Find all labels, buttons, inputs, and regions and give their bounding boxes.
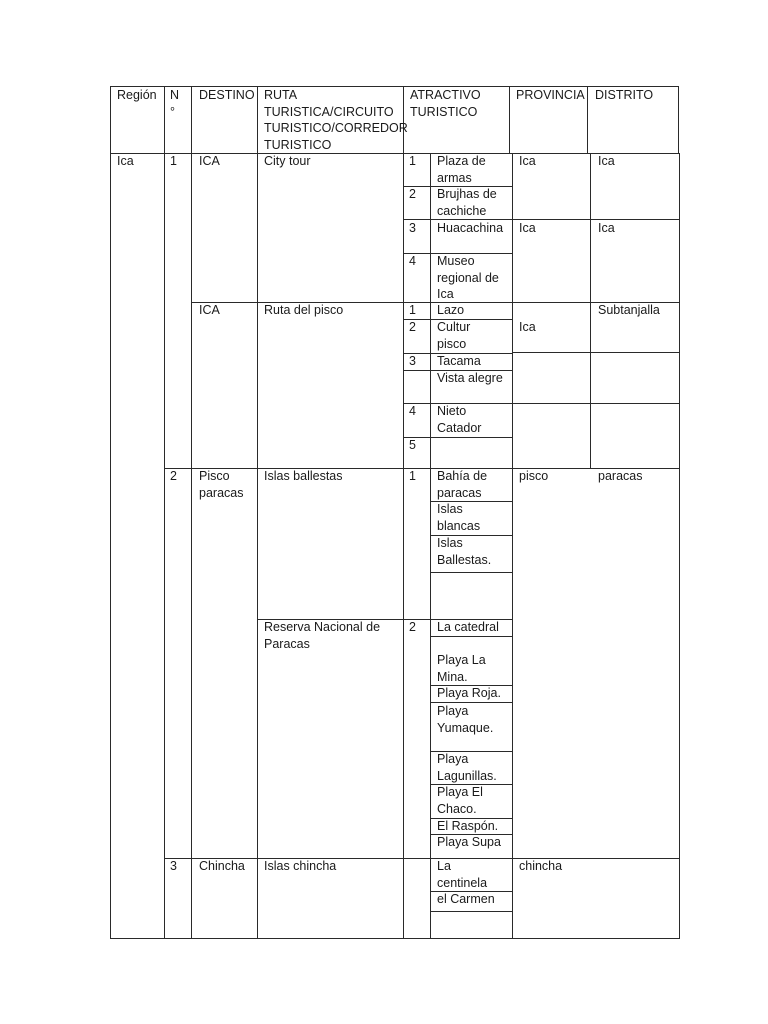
row-number-2: 2 [170, 469, 177, 483]
table-rule-horizontal [403, 437, 513, 438]
attraction-number: 5 [409, 438, 416, 452]
attraction-number: 2 [409, 620, 416, 634]
header-ruta: RUTA TURISTICA/CIRCUITO TURISTICO/CORREDOR TURISTICO [264, 88, 408, 152]
ruta-cell: Ruta del pisco [264, 303, 344, 317]
ruta-cell: Islas ballestas [264, 469, 343, 483]
table-rule-vertical [191, 86, 192, 939]
ruta-cell: City tour [264, 154, 311, 168]
table-rule-vertical [679, 153, 680, 939]
attraction-name: Playa La Mina. [437, 653, 486, 684]
region-cell: Ica [117, 154, 134, 168]
header-distrito: DISTRITO [595, 88, 654, 102]
attraction-number: 4 [409, 404, 416, 418]
attraction-name: Vista alegre [437, 371, 503, 385]
table-rule-horizontal [430, 911, 513, 912]
attraction-name: Playa Roja. [437, 686, 501, 700]
attraction-name: Playa Yumaque. [437, 704, 494, 735]
header-provincia: PROVINCIA [516, 88, 585, 102]
attraction-name: Playa Lagunillas. [437, 752, 497, 783]
table-rule-horizontal [430, 636, 513, 637]
table-rule-horizontal [512, 352, 680, 353]
ruta-cell: Reserva Nacional de Paracas [264, 620, 381, 651]
header-atractivo: ATRACTIVO TURISTICO [410, 88, 481, 119]
table-rule-horizontal [512, 403, 680, 404]
destino-cell: Chincha [199, 859, 245, 873]
table-rule-vertical [430, 153, 431, 939]
attraction-name: Playa Supa [437, 835, 501, 849]
attraction-name: el Carmen [437, 892, 495, 906]
attraction-name: Plaza de armas [437, 154, 486, 185]
table-rule-vertical [678, 86, 679, 154]
distrito-cell: Ica [598, 154, 615, 168]
provincia-cell: pisco [519, 469, 549, 483]
attraction-number: 3 [409, 221, 416, 235]
distrito-cell: Ica [598, 221, 615, 235]
provincia-cell: chincha [519, 859, 563, 873]
attraction-name: Brujhas de cachiche [437, 187, 497, 218]
attraction-name: Lazo [437, 303, 465, 317]
attraction-number: 1 [409, 303, 416, 317]
attraction-number: 1 [409, 154, 416, 168]
table-rule-horizontal [512, 219, 680, 220]
header-region: Región [117, 88, 157, 102]
ruta-cell: Islas chincha [264, 859, 337, 873]
header-destino: DESTINO [199, 88, 255, 102]
table-rule-horizontal [110, 938, 680, 939]
attraction-number: 3 [409, 354, 416, 368]
table-rule-horizontal [110, 153, 679, 154]
attraction-name: Cultur pisco [437, 320, 471, 351]
table-rule-vertical [403, 86, 404, 939]
attraction-number: 1 [409, 469, 416, 483]
attraction-name: Islas Ballestas. [437, 536, 492, 567]
attraction-name: El Raspón. [437, 819, 499, 833]
attraction-number: 2 [409, 320, 416, 334]
table-rule-vertical [590, 153, 591, 469]
table-rule-vertical [587, 86, 588, 154]
attraction-name: La catedral [437, 620, 499, 634]
row-number-1: 1 [170, 154, 177, 168]
attraction-name: Huacachina [437, 221, 504, 235]
row-number-3: 3 [170, 859, 177, 873]
table-rule-vertical [512, 153, 513, 939]
destino-cell: ICA [199, 154, 220, 168]
attraction-name: Nieto Catador [437, 404, 482, 435]
attraction-number: 2 [409, 187, 416, 201]
provincia-cell: Ica [519, 154, 536, 168]
attraction-number: 4 [409, 254, 416, 268]
attraction-name: Museo regional de Ica [437, 254, 499, 301]
attraction-name: Playa El Chaco. [437, 785, 483, 816]
table-rule-vertical [110, 86, 111, 939]
table-rule-vertical [164, 86, 165, 939]
provincia-cell: Ica [519, 221, 536, 235]
table-rule-horizontal [430, 572, 513, 573]
attraction-name: La centinela [437, 859, 488, 890]
destino-cell: Pisco paracas [199, 469, 244, 500]
attraction-name: Bahía de paracas [437, 469, 488, 500]
table-rule-vertical [257, 86, 258, 939]
distrito-cell: Subtanjalla [598, 303, 660, 317]
destino-cell: ICA [199, 303, 220, 317]
header-number: N ° [170, 88, 180, 119]
attraction-name: Tacama [437, 354, 481, 368]
table-rule-vertical [509, 86, 510, 154]
distrito-cell: paracas [598, 469, 643, 483]
attraction-name: Islas blancas [437, 502, 481, 533]
provincia-cell: Ica [519, 320, 536, 334]
